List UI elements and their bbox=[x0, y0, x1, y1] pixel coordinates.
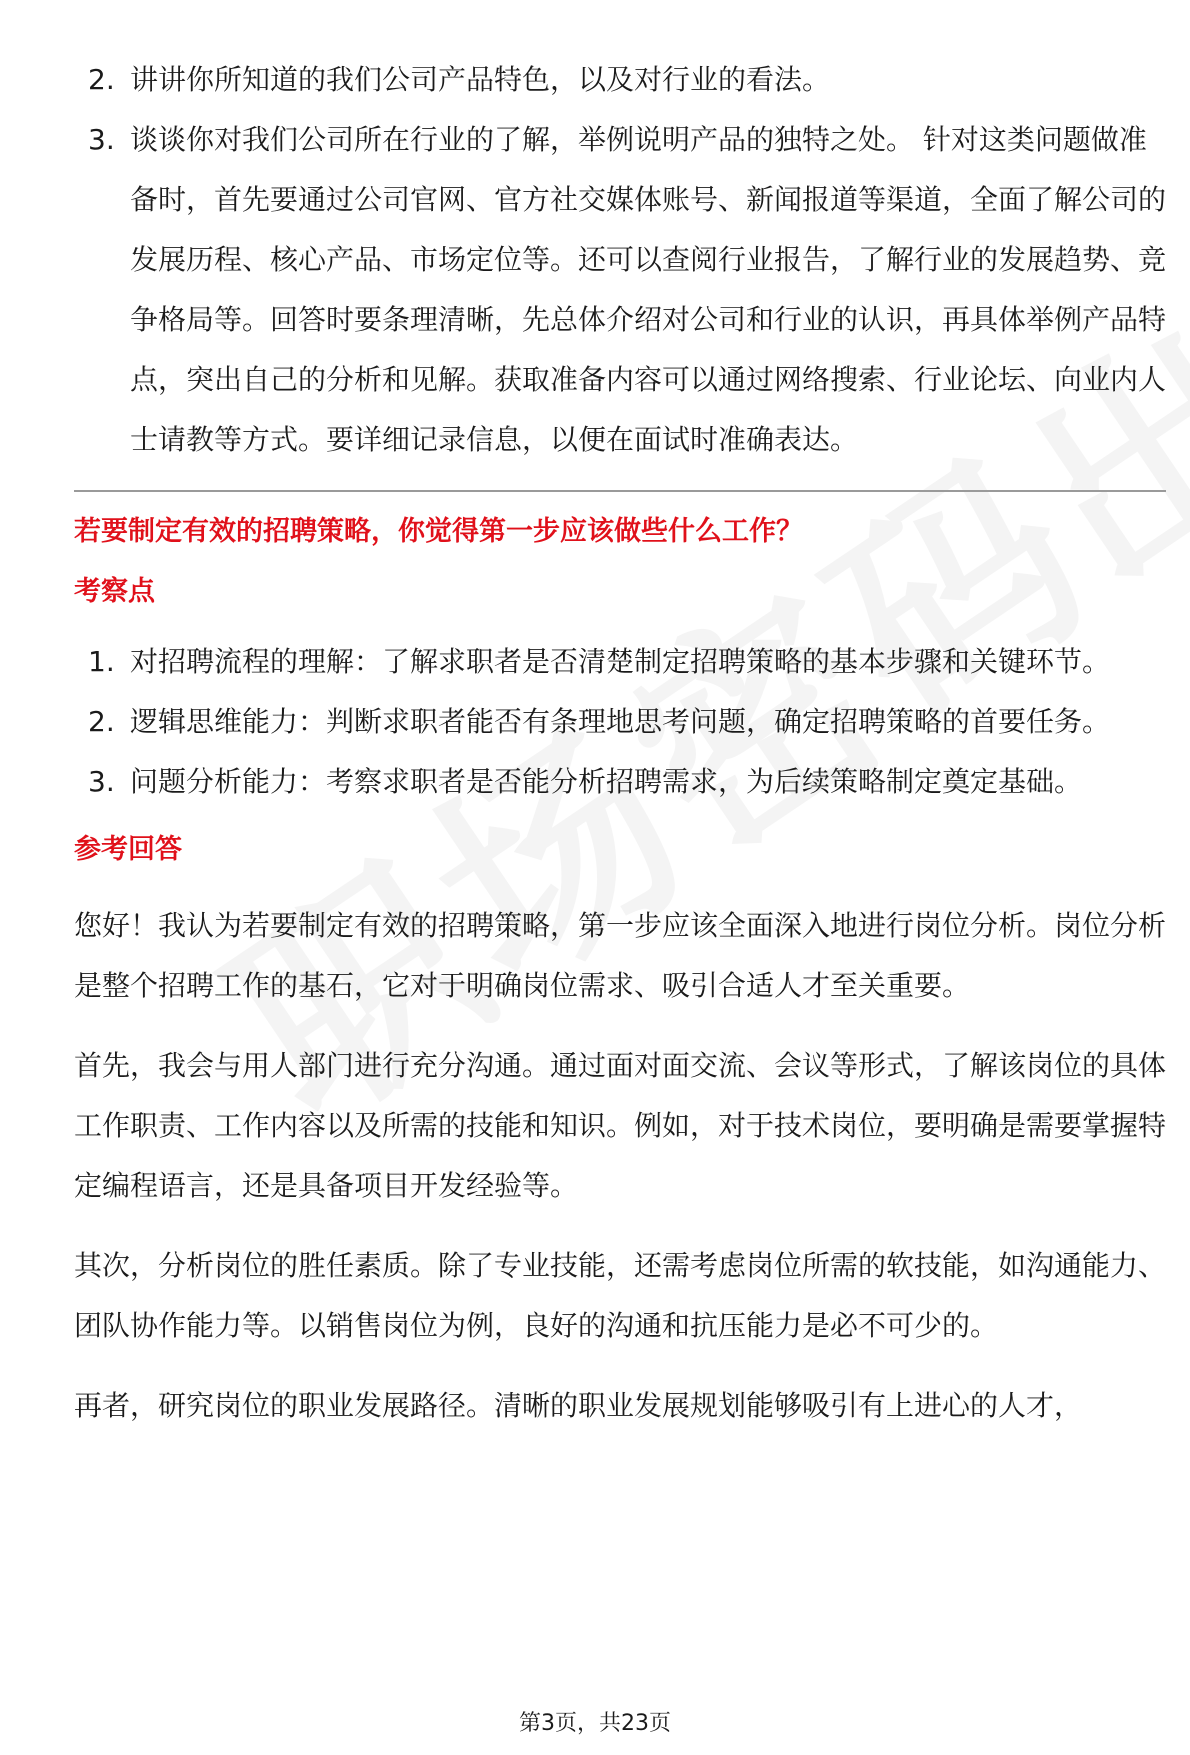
list-text: 讲讲你所知道的我们公司产品特色，以及对行业的看法。 bbox=[130, 63, 831, 96]
points-list bbox=[74, 632, 1166, 812]
list-item bbox=[74, 50, 1166, 110]
list-item bbox=[74, 692, 1166, 752]
page-content bbox=[74, 50, 1166, 1436]
list-number: 1. bbox=[88, 645, 115, 678]
answer-heading: 参考回答 bbox=[74, 834, 182, 865]
list-text: 对招聘流程的理解：了解求职者是否清楚制定招聘策略的基本步骤和关键环节。 bbox=[130, 645, 1111, 678]
section-divider bbox=[74, 490, 1166, 492]
answer-paragraph: 首先，我会与用人部门进行充分沟通。通过面对面交流、会议等形式，了解该岗位的具体工作职责、工作内容以及所需的技能和知识。例如，对于技术岗位，要明确是需要掌握特定编程语言，还是具备项目开发经验等。 bbox=[74, 1049, 1167, 1202]
list-number: 3. bbox=[88, 123, 115, 156]
page-footer: 第3页，共23页 bbox=[519, 1711, 671, 1736]
question-title: 若要制定有效的招聘策略，你觉得第一步应该做些什么工作？ bbox=[74, 516, 803, 547]
list-text: 问题分析能力：考察求职者是否能分析招聘需求，为后续策略制定奠定基础。 bbox=[130, 765, 1083, 798]
list-text: 谈谈你对我们公司所在行业的了解，举例说明产品的独特之处。 针对这类问题做准备时，首先要通过公司官网、官方社交媒体账号、新闻报道等渠道，全面了解公司的发展历程、核心产品、市场定位等。还可以查阅行业报告，了解行业的发展趋势、竞争格局等。回答时要条理清晰，先总体介绍对公司和行业的认识，再具体举例产品特点，突出自己的分析和见解。获取准备内容可以通过网络搜索、行业论坛、向业内人士请教等方式。要详细记录信息，以便在面试时准确表达。 bbox=[130, 123, 1167, 456]
list-number: 3. bbox=[88, 765, 115, 798]
list-item bbox=[74, 752, 1166, 812]
list-text: 逻辑思维能力：判断求职者能否有条理地思考问题，确定招聘策略的首要任务。 bbox=[130, 705, 1111, 738]
intro-list bbox=[74, 50, 1166, 470]
list-number: 2. bbox=[88, 63, 115, 96]
answer-paragraph: 再者，研究岗位的职业发展路径。清晰的职业发展规划能够吸引有上进心的人才， bbox=[74, 1389, 1083, 1422]
points-heading: 考察点 bbox=[74, 576, 155, 607]
list-item bbox=[74, 110, 1166, 470]
list-item bbox=[74, 632, 1166, 692]
answer-paragraph: 您好！我认为若要制定有效的招聘策略，第一步应该全面深入地进行岗位分析。岗位分析是整个招聘工作的基石，它对于明确岗位需求、吸引合适人才至关重要。 bbox=[74, 909, 1167, 1002]
answer-paragraph: 其次，分析岗位的胜任素质。除了专业技能，还需考虑岗位所需的软技能，如沟通能力、团队协作能力等。以销售岗位为例，良好的沟通和抗压能力是必不可少的。 bbox=[74, 1249, 1167, 1342]
list-number: 2. bbox=[88, 705, 115, 738]
